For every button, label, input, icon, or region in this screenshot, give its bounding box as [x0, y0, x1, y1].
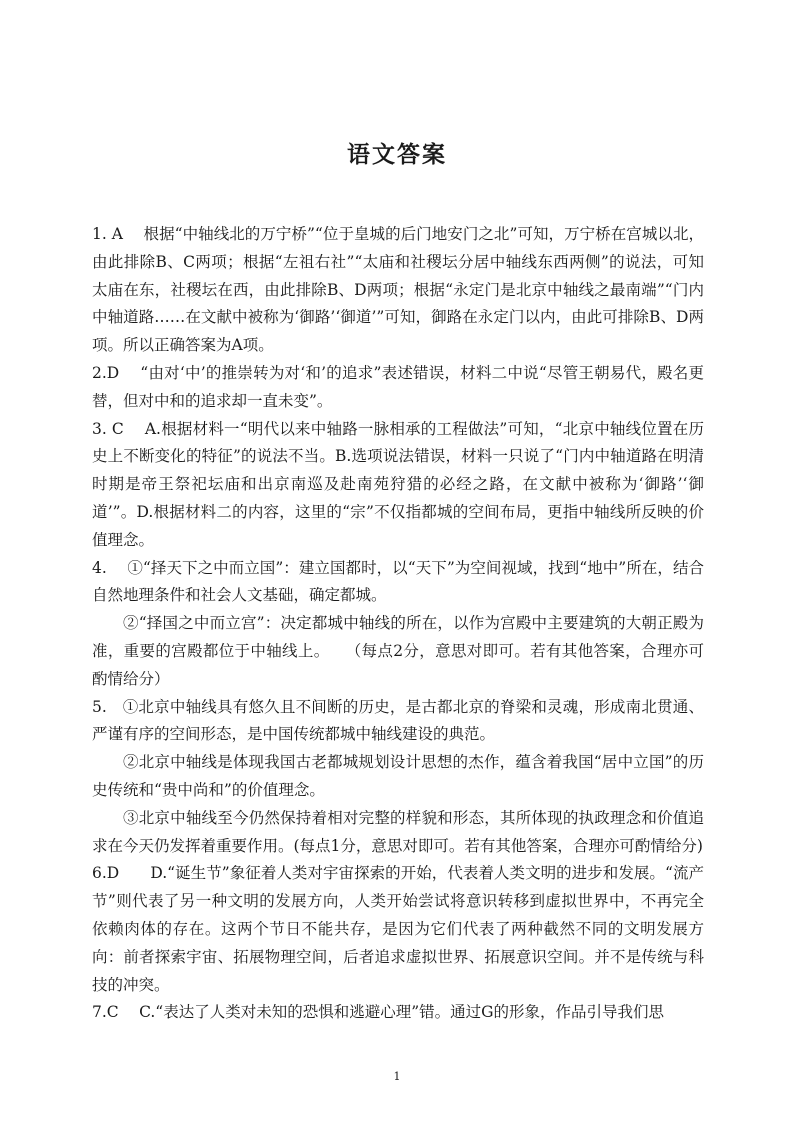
answer-4-point-2: ②“择国之中而立宫”：决定都城中轴线的所在，以作为宫殿中主要建筑的大朝正殿为准，重要的宫殿都位于中轴线上。 （每点2分，意思对即可。若有其他答案，合理亦可酌情给分）: [92, 614, 704, 688]
answer-5-point-1: 5. ①北京中轴线具有悠久且不间断的历史，是古都北京的脊梁和灵魂，形成南北贯通、严谨有序的空间形态，是中国传统都城中轴线建设的典范。: [92, 697, 704, 744]
answer-4-point-1: 4. ①“择天下之中而立国”：建立国都时，以“天下”为空间视域，找到“地中”所在，结合自然地理条件和社会人文基础，确定都城。: [92, 558, 704, 605]
answer-5-point-2: ②北京中轴线是体现我国古老都城规划设计思想的杰作，蕴含着我国“居中立国”的历史传统和“贵中尚和”的价值理念。: [92, 753, 704, 799]
page-number: 1: [393, 1070, 401, 1083]
answer-2: 2.D “由对‘中’的推崇转为对‘和’的追求”表述错误，材料二中说“尽管王朝易代，殿名更替，但对中和的追求却一直未变”。: [92, 363, 704, 410]
answer-6: 6.D D.“诞生节”象征着人类对宇宙探索的开始，代表着人类文明的进步和发展。“流产节”则代表了另一种文明的发展方向，人类开始尝试将意识转移到虚拟世界中，不再完全依赖肉体的存在。这两个节日不能共存，是因为它们代表了两种截然不同的文明发展方向：前者探索宇宙、拓展物理空间，后者追求虚拟世界、拓展意识空间。并不是传统与科技的冲突。: [92, 864, 704, 994]
answer-content: [92, 221, 704, 1027]
answer-5-point-3: ③北京中轴线至今仍然保持着相对完整的样貌和形态，其所体现的执政理念和价值追求在今天仍发挥着重要作用。(每点1分，意思对即可。若有其他答案，合理亦可酌情给分): [92, 808, 704, 855]
answer-3: 3. C A.根据材料一“明代以来中轴路一脉相承的工程做法”可知，“北京中轴线位置在历史上不断变化的特征”的说法不当。B.选项说法错误，材料一只说了“门内中轴道路在明清时期是帝王祭祀坛庙和出京南巡及赴南苑狩猎的必经之路，在文献中被称为‘御路’‘御道’”。D.根据材料二的内容，这里的“宗”不仅指都城的空间布局，更指中轴线所反映的价值理念。: [92, 419, 704, 549]
answer-1: 1. A 根据“中轴线北的万宁桥”“位于皇城的后门地安门之北”可知，万宁桥在宫城以北，由此排除B、C两项；根据“左祖右社”“太庙和社稷坛分居中轴线东西两侧”的说法，可知太庙在东，社稷坛在西，由此排除B、D两项；根据“永定门是北京中轴线之最南端”“门内中轴道路……在文献中被称为‘御路’‘御道’”可知，御路在永定门以内，由此可排除B、D两项。所以正确答案为A项。: [92, 225, 704, 355]
page-title: 语文答案: [347, 142, 447, 168]
answer-7: 7.C C.“表达了人类对未知的恐惧和逃避心理”错。通过G的形象，作品引导我们思: [92, 1003, 665, 1022]
